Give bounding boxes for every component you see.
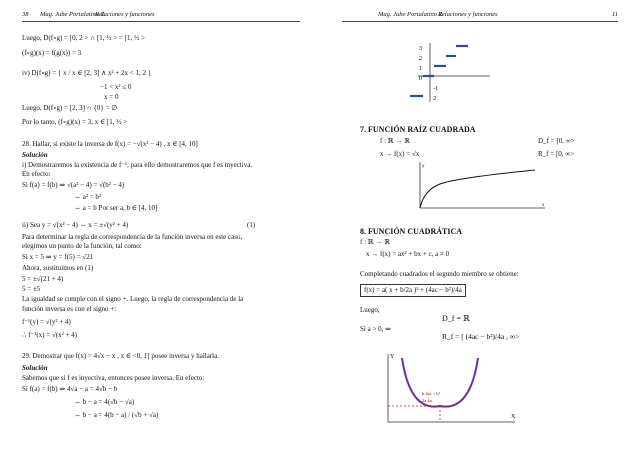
s7-domain: D_f = [0, ∞> xyxy=(538,137,575,145)
text-line: En efecto: xyxy=(22,170,51,178)
right-page-header xyxy=(342,9,618,22)
text-line: ⇔ a = b Por ser a, b ∈ [4, 10] xyxy=(74,204,158,212)
axis-label-y: y xyxy=(422,164,425,169)
text-line: Luego, D(f∘g) = [2, 3] ∩ {0} = ∅ xyxy=(22,104,118,112)
problem-28: 28. Hallar, si existe la inversa de f(x) = −√(x² − 4) , x ∈ [4, 10] xyxy=(22,140,198,148)
page-number: 11 xyxy=(611,11,618,18)
tick-label: 1 xyxy=(419,66,422,72)
s8-text: Completando cuadrados el segundo miembro se obtiene: xyxy=(360,270,519,278)
s8-formula: f(x) = a( x + b/2a )² + (4ac − b²)/4a xyxy=(360,284,466,297)
s7-rule: x → f(x) = √x xyxy=(380,150,420,158)
solution-heading: Solución xyxy=(22,151,48,159)
text-line: −1 < x² ≤ 0 xyxy=(100,83,132,91)
step-function-graph xyxy=(410,38,510,118)
problem-29: 29. Demostrar que f(x) = 4√x − x , x ∈ <0, 1] posee inversa y hallarla. xyxy=(22,352,219,360)
sqrt-curve xyxy=(420,170,535,208)
sqrt-graph xyxy=(410,160,550,215)
vertex-label: 2a 4a xyxy=(422,398,432,403)
text-line: función inversa es con el signo +: xyxy=(22,305,117,313)
s8-range: R_f = [ (4ac − b²)/4a , ∞> xyxy=(442,332,520,341)
header-section: Relaciones y funciones xyxy=(438,11,498,18)
text-line: Si x = 5 ⇒ y = f(5) = √21 xyxy=(22,253,94,261)
text-line: (f∘g)(x) = f(g(x)) = 3 xyxy=(22,49,82,57)
header-author: Mag. Jube Portalatino Z. xyxy=(40,11,106,18)
axis-label-x: x xyxy=(542,203,545,208)
text-line: i) Demostraremos la existencia de f⁻¹, para ello demostraremos que f es inyectiva. xyxy=(22,161,253,169)
text-line: ⇔ b − a = 4(√b − √a) xyxy=(74,398,135,406)
s8-condition: Si a > 0, ⇒ xyxy=(360,325,392,333)
s8-rule: x → f(x) = ax² + bx + c, a ≠ 0 xyxy=(366,250,450,258)
tick-label: 0 xyxy=(419,76,422,82)
text-line: f⁻¹(y) = √(y² + 4) xyxy=(22,318,71,326)
text-line: iv) D(f∘g) = { x / x ∈ [2, 3] ∧ x² + 2x < 1, 2 } xyxy=(22,69,152,77)
tick-label: -1 xyxy=(433,86,438,92)
s8-luego: Luego, xyxy=(360,306,380,314)
text-line: Sabemos que si f es inyectiva, entonces posee inversa. En efecto: xyxy=(22,374,205,382)
tick-label: 2 xyxy=(419,56,422,62)
text-line: Por lo tanto, (f∘g)(x) = 3, x ∈ [1, ½ > xyxy=(22,118,128,126)
solution-heading: Solución xyxy=(22,364,48,372)
s7-range: R_f = [0, ∞> xyxy=(538,150,575,158)
text-line: 5 = ±5 xyxy=(22,285,41,293)
parabola-graph xyxy=(380,352,520,427)
right-page xyxy=(320,0,638,451)
vertex-label: b 4ac − b² xyxy=(422,391,441,396)
equation-number: (1) xyxy=(247,221,256,229)
text-line: Para determinar la regla de correspondencia de la función inversa en este caso, xyxy=(22,233,243,241)
header-section: Relaciones y funciones xyxy=(95,11,155,18)
text-line: elegimos un punto de la función, tal como: xyxy=(22,242,142,250)
s7-map: f : ℝ → ℝ xyxy=(380,137,410,145)
s8-map: f : ℝ → ℝ xyxy=(360,238,390,246)
parabola-curve xyxy=(402,358,478,407)
text-line: Si f(a) = f(b) ⇒ √(a² − 4) = √(b² − 4) xyxy=(22,181,125,189)
text-line: Ahora, sustituimos en (1) xyxy=(22,264,94,272)
section-7-title: 7. FUNCIÓN RAÍZ CUADRADA xyxy=(360,125,476,134)
text-line: La igualdad se cumple con el signo +. Luego, la regla de correspondencia de la xyxy=(22,295,244,303)
text-line: 5 = ±√(21 + 4) xyxy=(22,275,64,283)
tick-label: 3 xyxy=(419,46,422,52)
s8-domain: D_f = ℝ xyxy=(442,314,470,323)
text-line: Luego, D(f∘g) = [0, 2 > ∩ [1, ½ > = [1, ½ > xyxy=(22,34,145,42)
axis-label-y: Y xyxy=(390,354,395,360)
tick-label: 2 xyxy=(433,96,436,102)
header-author: Mag. Jube Portalatino Z. xyxy=(378,11,444,18)
text-line: ⇔ a² = b² xyxy=(74,193,102,201)
section-8-title: 8. FUNCIÓN CUADRÁTICA xyxy=(360,227,462,236)
axis-label-x: X xyxy=(511,414,516,420)
text-line: ⇔ b − a = 4(b − a) / (√b + √a) xyxy=(74,411,159,419)
page-number: 38 xyxy=(22,11,29,18)
text-line: Si f(a) = f(b) ⇒ 4√a − a = 4√b − b xyxy=(22,385,118,393)
text-line: ∴ f⁻¹(x) = √(x² + 4) xyxy=(22,331,77,339)
text-line: x = 0 xyxy=(104,93,119,101)
text-line: ii) Sea y = √(x² − 4) ⇔ x = ±√(y² + 4) xyxy=(22,221,129,229)
left-page-header xyxy=(22,9,300,22)
